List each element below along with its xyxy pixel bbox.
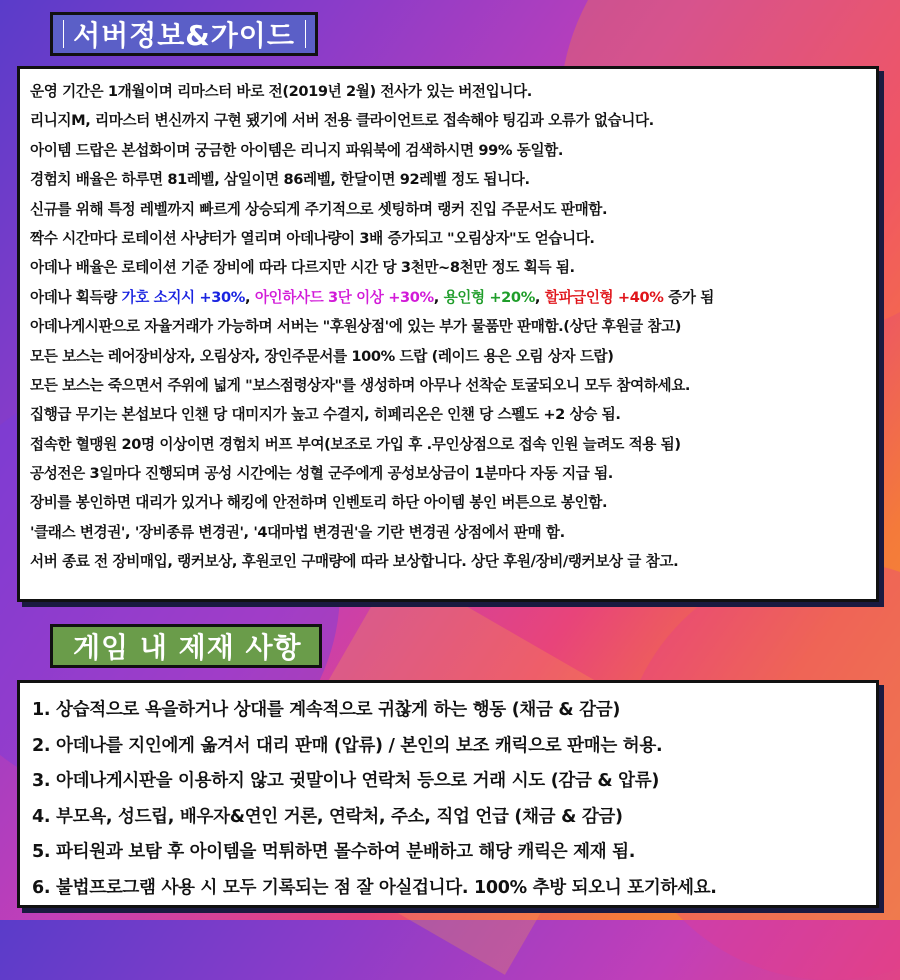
halpas-doll-bonus-text: 할파급인형 +40% (545, 289, 664, 306)
info-line: 아데나게시판으로 자율거래가 가능하며 서버는 "후원상점'에 있는 부가 물품만 판매함.(상단 후원글 참고) (30, 312, 866, 341)
info-line: 신규를 위해 특정 레벨까지 빠르게 상승되게 주기적으로 셋팅하며 랭커 진입 주문서도 판매함. (30, 195, 866, 224)
separator: , (434, 289, 444, 306)
info-line: 집행급 무기는 본섭보다 인챈 당 대미지가 높고 수결지, 히페리온은 인챈 당 스펠도 +2 상승 됨. (30, 400, 866, 429)
info-line: 짝수 시간마다 로테이션 사냥터가 열리며 아데나량이 3배 증가되고 "오림상자"도 얻습니다. (30, 224, 866, 253)
info-line: 아이템 드랍은 본섭화이며 궁금한 아이템은 리니지 파워북에 검색하시면 99% 동일함. (30, 136, 866, 165)
info-line: '클래스 변경권', '장비종류 변경권', '4대마법 변경권'을 기란 변경권 상점에서 판매 함. (30, 518, 866, 547)
info-line: 공성전은 3일마다 진행되며 공성 시간에는 성혈 군주에게 공성보상금이 1분마다 자동 지급 됨. (30, 459, 866, 488)
acquisition-suffix: 증가 됨 (663, 289, 713, 306)
separator: , (535, 289, 545, 306)
server-info-banner (50, 12, 318, 56)
sanction-item: 6. 불법프로그램 사용 시 모두 기록되는 점 잘 아실겁니다. 100% 추방 되오니 포기하세요. (32, 871, 866, 907)
info-line: 리니지M, 리마스터 변신까지 구현 됐기에 서버 전용 클라이언트로 접속해야 팅김과 오류가 없습니다. (30, 106, 866, 135)
info-line: 서버 종료 전 장비매입, 랭커보상, 후원코인 구매량에 따라 보상합니다. 상단 후원/장비/랭커보상 글 참고. (30, 547, 866, 576)
info-line: 아데나 배율은 로테이션 기준 장비에 따라 다르지만 시간 당 3천만~8천만 정도 획득 됨. (30, 253, 866, 282)
info-line: 접속한 혈맹원 20명 이상이면 경험치 버프 부여(보조로 가입 후 .무인상점으로 접속 인원 늘려도 적용 됨) (30, 430, 866, 459)
sanctions-panel (17, 680, 879, 908)
einhasad-bonus-text: 아인하사드 3단 이상 +30% (255, 289, 434, 306)
adena-acquisition-line (30, 283, 866, 312)
server-info-title: 서버정보&가이드 (73, 14, 295, 54)
acquisition-prefix: 아데나 획득량 (30, 289, 122, 306)
sanction-item: 4. 부모욕, 성드립, 배우자&연인 거론, 연락처, 주소, 직업 언급 (채금 & 감금) (32, 800, 866, 836)
sanctions-title: 게임 내 제재 사항 (73, 626, 302, 666)
info-line: 운영 기간은 1개월이며 리마스터 바로 전(2019년 2월) 전사가 있는 버전입니다. (30, 77, 866, 106)
blessing-bonus-text: 가호 소지시 +30% (122, 289, 245, 306)
info-line: 경험치 배율은 하루면 81레벨, 삼일이면 86레벨, 한달이면 92레벨 정도 됩니다. (30, 165, 866, 194)
sanction-item: 3. 아데나게시판을 이용하지 않고 귓말이나 연락처 등으로 거래 시도 (감금 & 압류) (32, 764, 866, 800)
info-line: 모든 보스는 죽으면서 주위에 넓게 "보스점령상자"를 생성하며 아무나 선착순 토굴되오니 모두 참여하세요. (30, 371, 866, 400)
sanctions-banner (50, 624, 322, 668)
server-info-panel (17, 66, 879, 602)
info-line: 장비를 봉인하면 대리가 있거나 해킹에 안전하며 인벤토리 하단 아이템 봉인 버튼으로 봉인함. (30, 488, 866, 517)
sanction-item: 5. 파티원과 보탐 후 아이템을 먹튀하면 몰수하여 분배하고 해당 캐릭은 제재 됨. (32, 835, 866, 871)
separator: , (245, 289, 255, 306)
sanction-item: 1. 상습적으로 욕을하거나 상대를 계속적으로 귀찮게 하는 행동 (채금 & 감금) (32, 693, 866, 729)
sanction-item: 2. 아데나를 지인에게 옮겨서 대리 판매 (압류) / 본인의 보조 캐릭으로 판매는 허용. (32, 729, 866, 765)
info-line: 모든 보스는 레어장비상자, 오림상자, 장인주문서를 100% 드랍 (레이드 용은 오림 상자 드랍) (30, 342, 866, 371)
dragon-doll-bonus-text: 용인형 +20% (444, 289, 535, 306)
